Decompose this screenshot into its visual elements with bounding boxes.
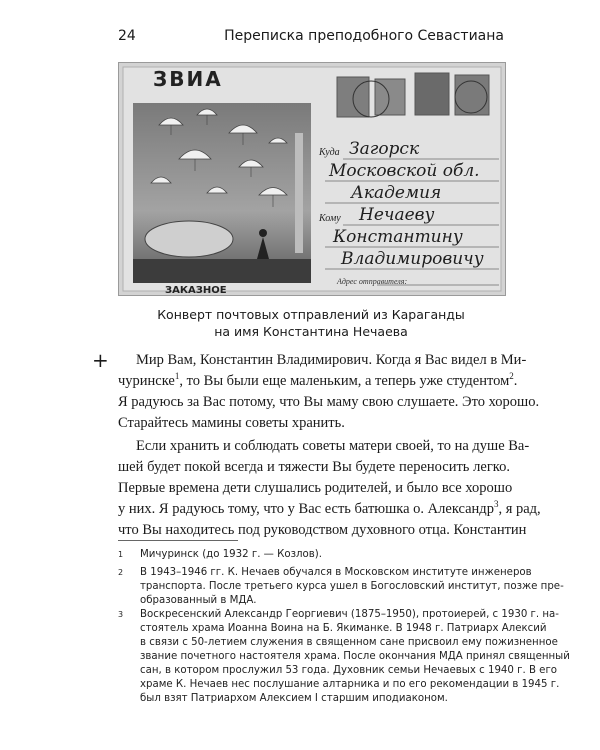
footnote-line: Мичуринск (до 1932 г. — Козлов). (140, 549, 322, 560)
footnote-line: звание почетного настоятеля храма. После окончания МДА принял священный (140, 651, 570, 662)
to-label: Куда (319, 147, 340, 158)
footnote-number: 3 (118, 610, 124, 619)
address-whom-line2: Константину (333, 227, 463, 247)
letter-line: чуринске$^1$, то Вы были еще маленьким, а теперь уже студентом$^2$. (118, 371, 518, 389)
postmark: ЗАКАЗНОЕ (165, 285, 227, 296)
footnote-ref[interactable]: 1 (174, 371, 180, 382)
registered-stamp: ЗВИА (153, 67, 223, 91)
footnote-ref[interactable]: 3 (493, 499, 499, 510)
address-to-line2: Московской обл. (329, 161, 480, 181)
cross-mark: + (92, 348, 109, 372)
page-header (118, 28, 504, 46)
footnote-2 (118, 566, 564, 610)
footnote-line: стоятель храма Иоанна Воина на Б. Якиманке. В 1948 г. Патриарх Алексий (140, 623, 547, 634)
footnote-line: В 1943–1946 гг. К. Нечаев обучался в Московском институте инженеров (140, 567, 532, 578)
footnote-line: был взят Патриархом Алексием I старшим иподиаконом. (140, 693, 448, 704)
letter-text (118, 350, 541, 540)
footnote-ref[interactable]: 2 (509, 371, 514, 382)
footnote-number: 1 (118, 550, 124, 559)
letter-line: Если хранить и соблюдать советы матери своей, то на душе Ва- (136, 438, 530, 454)
sender-label: Адрес отправителя: (337, 277, 408, 286)
letter-line: что Вы находитесь под руководством духовного отца. Константин (118, 522, 527, 538)
footnote-line: храме К. Нечаев нес послушание алтарника и по его рекомендации в 1945 г. (140, 679, 560, 690)
address-to-line1: Загорск (349, 139, 420, 159)
address-to-line3: Академия (351, 183, 442, 203)
footnote-line: сан, в котором прослужил 53 года. Духовник семьи Нечаевых с 1940 г. В его (140, 665, 558, 676)
footnote-line: Воскресенский Александр Георгиевич (1875–1950), протоиерей, с 1930 г. на- (140, 609, 559, 620)
address-whom-line1: Нечаеву (359, 205, 435, 225)
figure-caption-line1: Конверт почтовых отправлений из Караганды (157, 307, 465, 322)
address-whom-line3: Владимировичу (341, 249, 484, 269)
letter-line: Старайтесь мамины советы хранить. (118, 415, 345, 431)
footnote-line: транспорта. После третьего курса ушел в Богословский институт, позже пре- (140, 581, 564, 592)
letter-line: Я радуюсь за Вас потому, что Вы маму свою слушаете. Это хорошо. (118, 394, 540, 410)
letter-line: у них. Я радуюсь тому, что у Вас есть батюшка о. Александр$^3$, я рад, (118, 499, 541, 517)
whom-label: Кому (319, 213, 341, 224)
footnote-line: в связи с 50-летием служения в священном сане присвоил ему пожизненное (140, 637, 558, 648)
footnote-rule (118, 540, 238, 541)
footnote-line: образованный в МДА. (140, 595, 257, 606)
figure-caption-line2: на имя Константина Нечаева (214, 324, 408, 339)
footnote-number: 2 (118, 568, 124, 577)
letter-line: Первые времена дети слушались родителей, и было все хорошо (118, 480, 513, 496)
page-number: 24 (118, 28, 136, 44)
footnote-3 (118, 608, 570, 708)
envelope-photo (118, 62, 506, 296)
running-title: Переписка преподобного Севастиана (224, 28, 504, 44)
letter-line: шей будет покой всегда и тяжести Вы будете переносить легко. (118, 459, 510, 475)
footnote-1 (118, 548, 510, 564)
letter-line: Мир Вам, Константин Владимирович. Когда я Вас видел в Ми- (136, 352, 527, 368)
